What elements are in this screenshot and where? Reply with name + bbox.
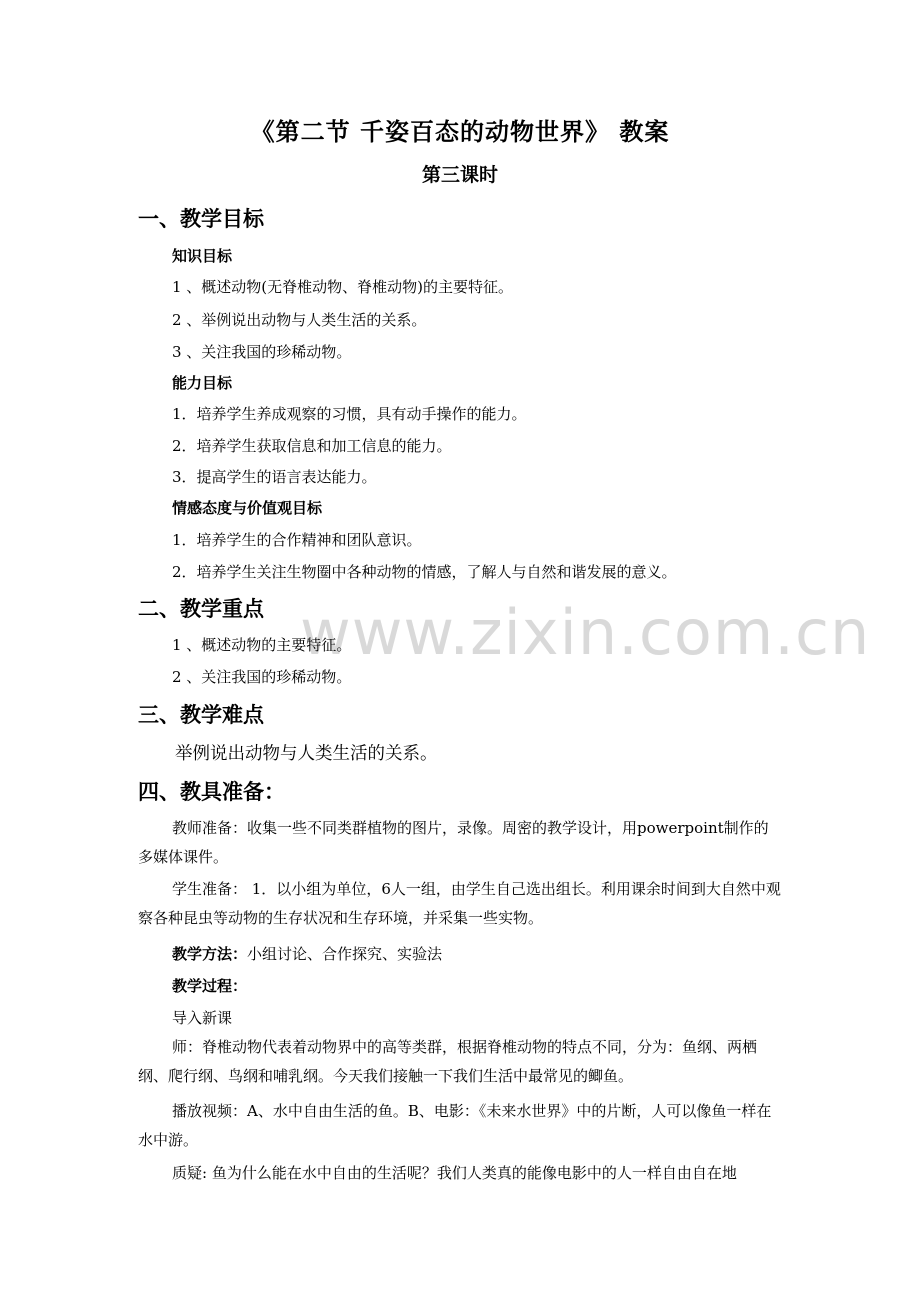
subheading-emotion: 情感态度与价值观目标 (172, 499, 323, 517)
list-item: 2 、举例说出动物与人类生活的关系。 (172, 311, 427, 329)
paragraph-teacher-intro: 师：脊椎动物代表着动物界中的高等类群，根据脊椎动物的特点不同，分为：鱼纲、两栖纲、爬行纲、鸟纲和哺乳纲。今天我们接触一下我们生活中最常见的鲫鱼。 (138, 1038, 758, 1085)
document-title: 《第二节 千姿百态的动物世界》 教案 (250, 117, 670, 146)
list-item: 2．培养学生获取信息和加工信息的能力。 (172, 437, 452, 455)
teaching-method-label: 教学方法： (172, 945, 248, 963)
paragraph-video: 播放视频：A、水中自由生活的鱼。B、电影：《未来水世界》中的片断，人可以像鱼一样在水中游。 (138, 1102, 772, 1149)
section-heading-objectives: 一、教学目标 (138, 207, 264, 231)
paragraph-question: 质疑: 鱼为什么能在水中自由的生活呢？我们人类真的能像电影中的人一样自由自在地 (172, 1164, 737, 1182)
subheading-knowledge: 知识目标 (172, 247, 233, 265)
subheading-ability: 能力目标 (172, 374, 233, 392)
list-item: 1．培养学生养成观察的习惯，具有动手操作的能力。 (172, 405, 527, 423)
difficulty-text: 举例说出动物与人类生活的关系。 (175, 744, 438, 764)
section-heading-preparation: 四、教具准备： (138, 780, 285, 804)
intro-label: 导入新课 (172, 1009, 233, 1027)
list-item: 1 、概述动物(无脊椎动物、脊椎动物)的主要特征。 (172, 278, 514, 296)
teacher-preparation: 教师准备：收集一些不同类群植物的图片，录像。周密的教学设计，用powerpoint制作的多媒体课件。 (138, 819, 769, 866)
teaching-method-text: 小组讨论、合作探究、实验法 (247, 945, 443, 963)
student-preparation: 学生准备： 1．以小组为单位，6人一组，由学生自己选出组长。利用课余时间到大自然中观察各种昆虫等动物的生存状况和生存环境，并采集一些实物。 (138, 880, 781, 927)
list-item: 2．培养学生关注生物圈中各种动物的情感，了解人与自然和谐发展的意义。 (172, 563, 677, 581)
list-item: 1．培养学生的合作精神和团队意识。 (172, 531, 422, 549)
list-item: 1 、概述动物的主要特征。 (172, 636, 352, 654)
teaching-process-label: 教学过程： (172, 977, 248, 995)
section-heading-difficulties: 三、教学难点 (138, 703, 264, 727)
list-item: 3．提高学生的语言表达能力。 (172, 468, 377, 486)
list-item: 2 、关注我国的珍稀动物。 (172, 668, 352, 686)
list-item: 3 、关注我国的珍稀动物。 (172, 343, 352, 361)
document-subtitle: 第三课时 (421, 164, 498, 186)
section-heading-key-points: 二、教学重点 (138, 597, 264, 621)
teaching-method (172, 943, 442, 964)
watermark: www.zixin.com.cn (300, 596, 871, 669)
